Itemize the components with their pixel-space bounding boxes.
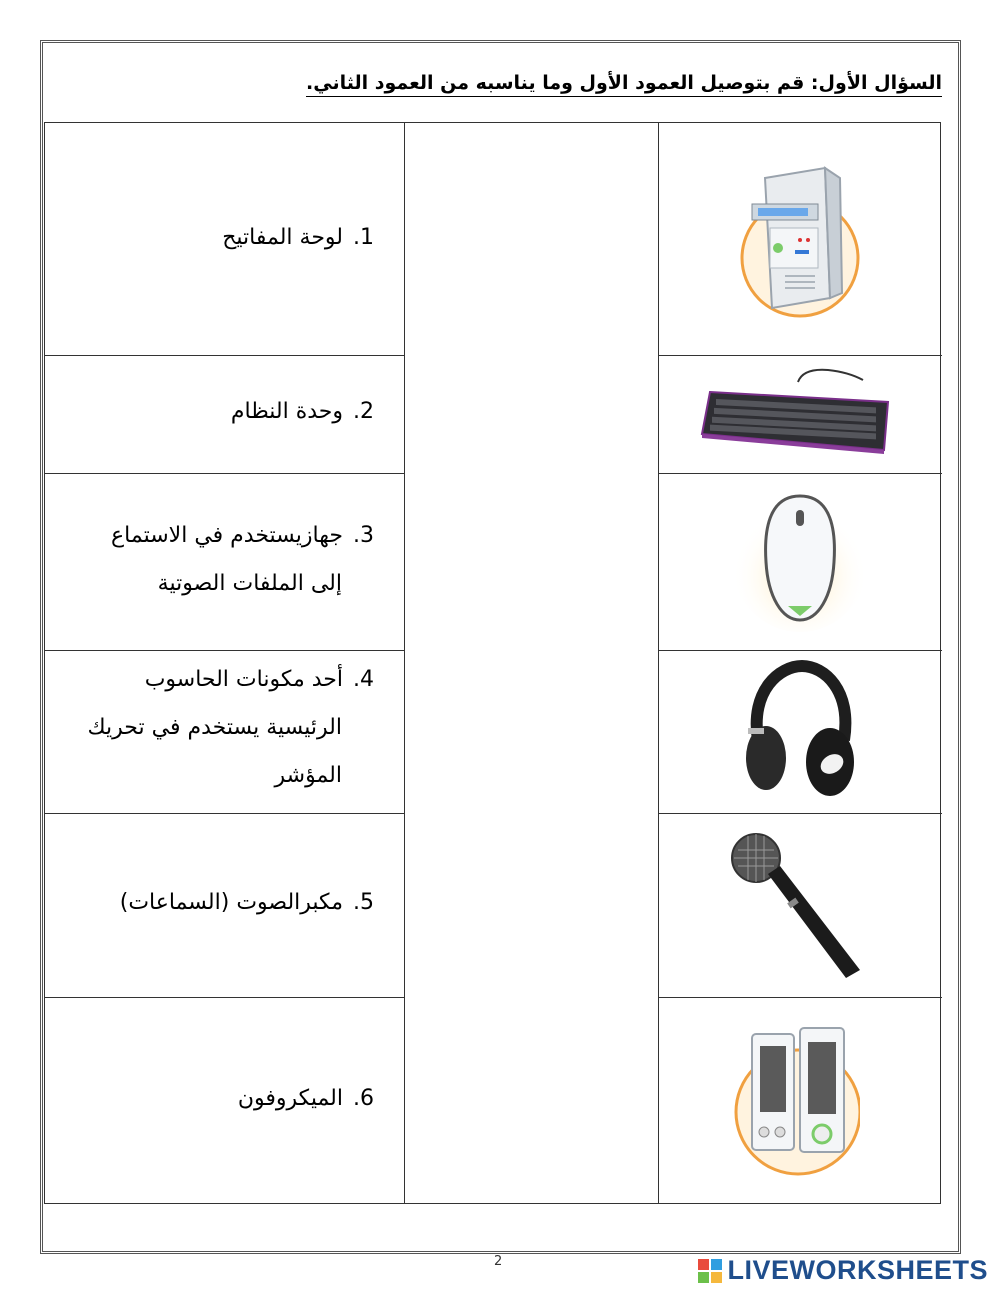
row-divider (45, 813, 405, 814)
keyboard-icon (698, 362, 898, 462)
list-item: 4.أحد مكونات الحاسوب الرئيسية يستخدم في تحريك المؤشر (87, 667, 374, 788)
row-divider (45, 355, 405, 356)
question-text: : قم بتوصيل العمود الأول وما يناسبه من العمود الثاني. (306, 72, 819, 94)
brand-text: LIVEWORKSHEETS (727, 1255, 988, 1285)
speakers-icon (730, 1020, 860, 1178)
row-divider (658, 355, 942, 356)
column-divider (658, 123, 659, 1203)
liveworksheets-brand (697, 1255, 988, 1286)
page-number: 2 (494, 1254, 503, 1269)
headphones-icon (740, 660, 860, 800)
row-divider (45, 997, 405, 998)
row-divider (658, 813, 942, 814)
microphone-icon (728, 830, 868, 980)
row-divider (658, 650, 942, 651)
row-divider (658, 997, 942, 998)
list-item: 5.مكبرالصوت (السماعات) (119, 890, 374, 915)
question-title (306, 72, 942, 97)
row-divider (45, 473, 405, 474)
list-item: 2.وحدة النظام (230, 399, 374, 424)
liveworksheets-logo-icon (697, 1258, 723, 1284)
mouse-icon (730, 482, 870, 632)
system-unit-icon (730, 158, 860, 318)
list-item: 6.الميكروفون (237, 1086, 374, 1111)
question-label: السؤال الأول (818, 72, 942, 94)
list-item: 1.لوحة المفاتيح (222, 225, 374, 250)
row-divider (658, 473, 942, 474)
list-item: 3.جهازيستخدم في الاستماع إلى الملفات الصوتية (111, 523, 374, 596)
answer-column[interactable] (405, 123, 658, 1203)
row-divider (45, 650, 405, 651)
